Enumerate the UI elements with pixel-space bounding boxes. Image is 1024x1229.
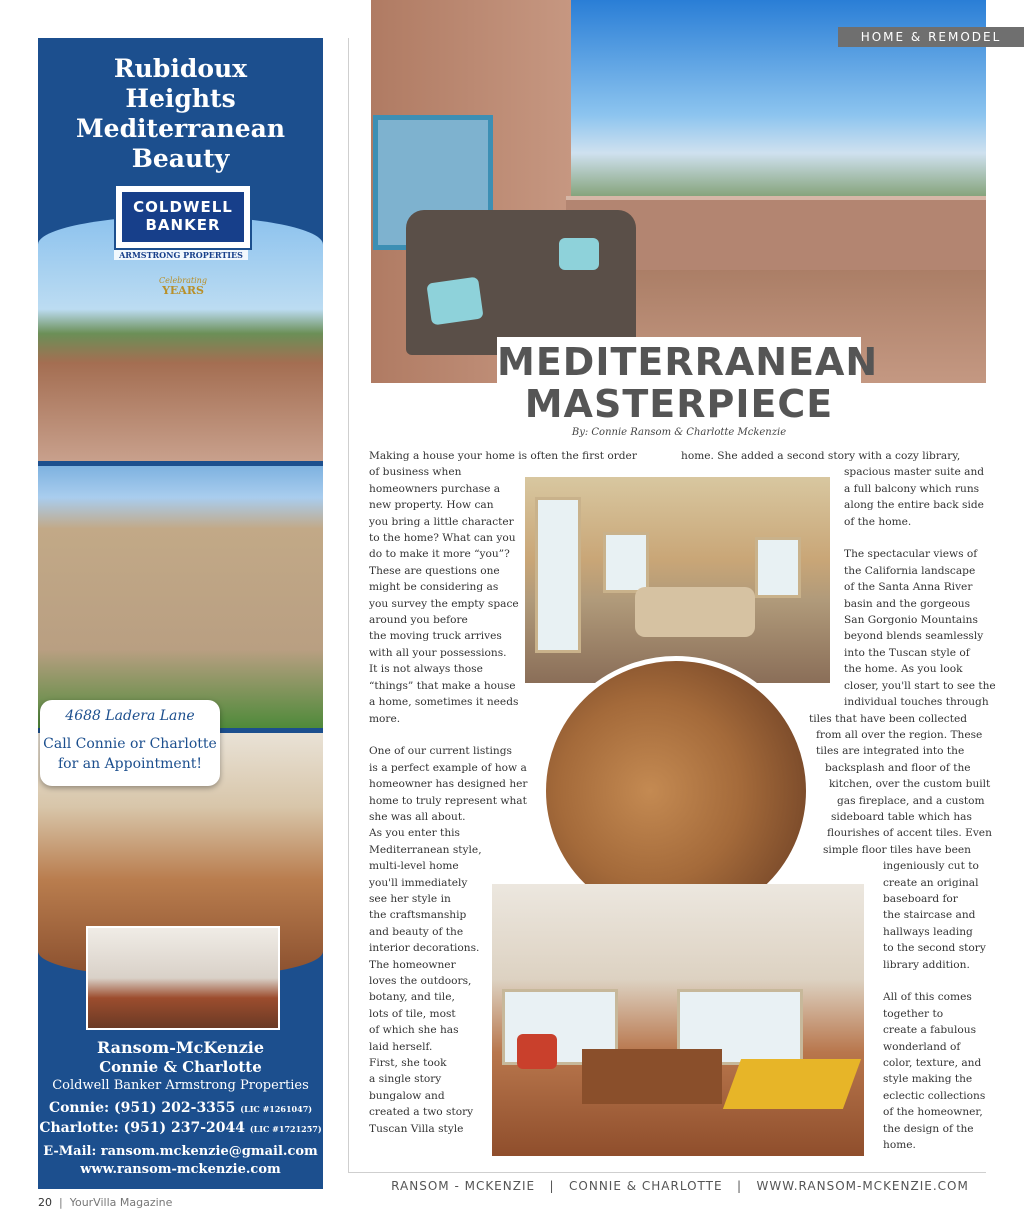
window: [755, 537, 801, 598]
footer-rule: [348, 1172, 986, 1173]
logo-mark: [122, 192, 244, 242]
ad-title-line: Mediterranean: [75, 114, 285, 143]
text-line: into the Tuscan style of: [844, 646, 970, 659]
article-title: [497, 337, 879, 429]
address-card: [40, 700, 220, 786]
logo-line1: COLDWELL: [133, 198, 233, 216]
charlotte-phone-line: [38, 1119, 323, 1139]
text-line: you bring a little character: [369, 515, 514, 528]
text-line: One of our current listings: [369, 745, 512, 758]
call-line: for an Appointment!: [58, 756, 202, 772]
text-line: botany, and tile,: [369, 991, 455, 1004]
sideboard: [582, 1049, 722, 1104]
text-line: new property. How can: [369, 499, 494, 512]
sitting-room-photo: [525, 477, 830, 683]
armchair: [517, 1034, 557, 1069]
website-link[interactable]: www.ransom-mckenzie.com: [80, 1162, 281, 1177]
text-line: a home, sometimes it needs: [369, 696, 519, 709]
celebrating-text: Celebrating: [159, 276, 207, 285]
text-line: create a fabulous: [883, 1024, 977, 1037]
text-line: the design of the: [883, 1122, 974, 1135]
text-line: It is not always those: [369, 663, 483, 676]
hero-pillow: [426, 277, 483, 326]
text-line: flourishes of accent tiles. Even: [827, 827, 992, 840]
text-line: see her style in: [369, 892, 451, 905]
text-line: of business when: [369, 466, 462, 479]
text-line: beyond blends seamlessly: [844, 630, 984, 643]
text-line: with all your possessions.: [369, 646, 507, 659]
text-line: Tuscan Villa style: [369, 1122, 464, 1135]
ad-title-line: Heights: [125, 84, 236, 113]
text-line: color, texture, and: [883, 1057, 982, 1070]
title-line2: MASTERPIECE: [524, 382, 834, 426]
logo-line2: BANKER: [145, 216, 221, 234]
text-line: the craftsmanship: [369, 909, 467, 922]
text-line: is a perfect example of how a: [369, 761, 527, 774]
column-divider: [348, 38, 349, 1172]
text-line: Mediterranean style,: [369, 843, 482, 856]
text-line: do to make it more “you”?: [369, 548, 510, 561]
text-line: the moving truck arrives: [369, 630, 502, 643]
text-line: The spectacular views of: [844, 548, 978, 561]
text-line: around you before: [369, 614, 468, 627]
text-line: tiles are integrated into the: [816, 745, 965, 758]
folio-separator: |: [55, 1196, 67, 1209]
text-line: multi-level home: [369, 860, 459, 873]
text-line: the staircase and: [883, 909, 976, 922]
ad-panel: [38, 38, 323, 1189]
magazine-name: YourVilla Magazine: [69, 1196, 173, 1209]
title-line1: MEDITERRANEAN: [497, 340, 879, 384]
text-line: homeowners purchase a: [369, 482, 501, 495]
text-line: First, she took: [369, 1057, 447, 1070]
text-line: she was all about.: [369, 810, 466, 823]
text-line: interior decorations.: [369, 942, 480, 955]
years-text: YEARS: [162, 284, 204, 297]
family-room-photo: [492, 884, 864, 1156]
ad-title-line: Beauty: [131, 144, 230, 173]
charlotte-license: (LIC #1721257): [249, 1124, 322, 1134]
text-line: Making a house your home is often the first order: [369, 450, 637, 462]
text-line: of the Santa Anna River: [844, 581, 973, 594]
connie-phone-line: [38, 1099, 323, 1119]
text-line: wonderland of: [883, 1040, 961, 1053]
page-number: 20: [38, 1196, 52, 1209]
text-line: home to truly represent what: [369, 794, 527, 807]
text-line: baseboard for: [883, 892, 958, 905]
text-line: library addition.: [883, 958, 970, 971]
text-line: hallways leading: [883, 925, 973, 938]
contact-block: [38, 1038, 323, 1179]
text-line: basin and the gorgeous: [844, 597, 971, 610]
text-line: simple floor tiles have been: [823, 843, 971, 856]
text-line: home.: [883, 1139, 916, 1152]
text-line: you'll immediately: [369, 876, 468, 889]
text-line: along the entire back side: [844, 499, 984, 512]
text-line: closer, you'll start to see the: [844, 679, 996, 692]
hero-balcony-photo: [371, 0, 986, 383]
text-line: style making the: [883, 1073, 973, 1086]
text-line: create an original: [883, 876, 979, 889]
agent-names: Connie & Charlotte: [99, 1058, 262, 1076]
sofa: [635, 587, 755, 637]
team-name: Ransom-McKenzie: [96, 1038, 265, 1057]
window: [603, 532, 649, 593]
text-line: backsplash and floor of the: [825, 761, 971, 774]
text-line: and beauty of the: [369, 925, 464, 938]
section-label: HOME & REMODEL: [838, 27, 1024, 47]
text-line: All of this comes: [883, 991, 972, 1004]
text-line: of the home.: [844, 515, 912, 528]
text-line: gas fireplace, and a custom: [837, 794, 985, 807]
text-line: the home. As you look: [844, 663, 963, 676]
text-line: These are questions one: [369, 564, 500, 577]
text-line: As you enter this: [369, 827, 460, 840]
footer-tagline: RANSOM - MCKENZIE | CONNIE & CHARLOTTE | WWW.RANSOM-MCKENZIE.COM: [391, 1179, 969, 1193]
text-line: created a two story: [369, 1106, 474, 1119]
text-line: to the home? What can you: [369, 532, 516, 545]
text-line: the California landscape: [844, 564, 976, 577]
property-address: 4688 Ladera Lane: [65, 708, 195, 724]
text-line: San Gorgonio Mountains: [844, 614, 978, 627]
house-exterior-photo: [38, 466, 323, 728]
call-to-action: [40, 734, 220, 774]
ad-title: [38, 54, 323, 174]
hero-pillow: [559, 238, 599, 270]
text-line: bungalow and: [369, 1089, 445, 1102]
text-line: “things” that make a house: [369, 679, 516, 692]
text-line: lots of tile, most: [369, 1007, 456, 1020]
text-line: The homeowner: [369, 958, 456, 971]
byline: By: Connie Ransom & Charlotte Mckenzie: [571, 427, 787, 438]
text-line: laid herself.: [369, 1040, 433, 1053]
ad-title-line: Rubidoux: [113, 54, 248, 83]
french-door: [535, 497, 581, 653]
text-line: spacious master suite and: [844, 466, 985, 479]
text-line: of which she has: [369, 1024, 459, 1037]
text-line: eclectic collections: [883, 1089, 986, 1102]
agents-photo: [86, 926, 280, 1030]
text-line: sideboard table which has: [831, 810, 972, 823]
text-line: might be considering as: [369, 581, 499, 594]
charlotte-phone: Charlotte: (951) 237-2044: [39, 1120, 245, 1136]
dining-table: [723, 1059, 861, 1109]
text-line: a full balcony which runs: [844, 482, 980, 495]
text-line: more.: [369, 712, 401, 725]
logo-subtitle: ARMSTRONG PROPERTIES: [114, 250, 248, 260]
text-line: you survey the empty space: [369, 597, 519, 610]
text-line: from all over the region. These: [816, 728, 983, 741]
coldwell-banker-logo: [114, 184, 252, 250]
text-line: home. She added a second story with a cozy library,: [681, 450, 961, 462]
text-line: homeowner has designed her: [369, 778, 528, 791]
text-line: individual touches through: [844, 696, 989, 709]
text-line: kitchen, over the custom built: [829, 778, 991, 791]
page-folio: [38, 1196, 172, 1209]
text-line: together to: [883, 1007, 944, 1020]
call-line: Call Connie or Charlotte: [43, 736, 217, 752]
text-line: tiles that have been collected: [809, 712, 967, 725]
text-line: of the homeowner,: [883, 1106, 983, 1119]
text-line: a single story: [369, 1073, 442, 1086]
text-line: to the second story: [883, 942, 986, 955]
company-name: Coldwell Banker Armstrong Properties: [52, 1078, 309, 1093]
email-link[interactable]: E-Mail: ransom.mckenzie@gmail.com: [43, 1144, 318, 1159]
text-line: ingeniously cut to: [883, 860, 979, 873]
connie-license: (LIC #1261047): [240, 1104, 313, 1114]
anniversary-badge: [148, 276, 218, 296]
text-line: loves the outdoors,: [369, 975, 472, 987]
connie-phone: Connie: (951) 202-3355: [48, 1100, 236, 1116]
